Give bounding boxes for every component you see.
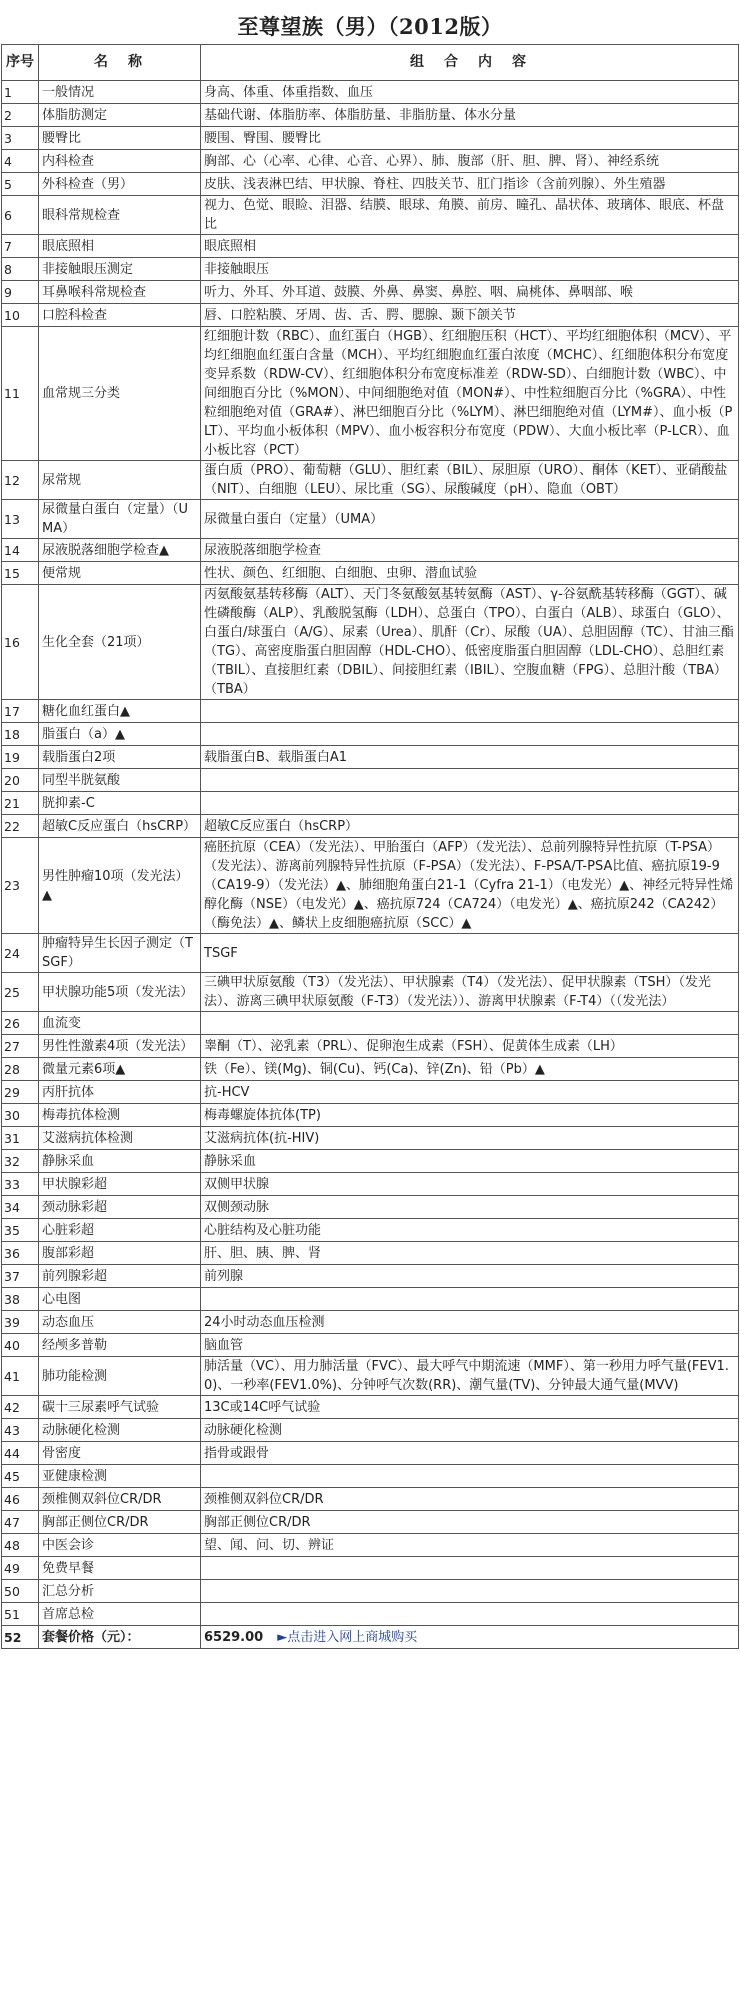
table-row xyxy=(2,1511,739,1534)
row-no: 16 xyxy=(2,585,39,700)
row-content xyxy=(201,723,739,746)
row-name: 尿常规 xyxy=(39,461,201,500)
row-name: 动脉硬化检测 xyxy=(39,1419,201,1442)
row-name: 艾滋病抗体检测 xyxy=(39,1127,201,1150)
row-no: 37 xyxy=(2,1265,39,1288)
table-row xyxy=(2,934,739,973)
row-content xyxy=(201,700,739,723)
row-name: 亚健康检测 xyxy=(39,1465,201,1488)
row-content xyxy=(201,1012,739,1035)
row-content: 脑血管 xyxy=(201,1334,739,1357)
row-no: 20 xyxy=(2,769,39,792)
row-content: 听力、外耳、外耳道、鼓膜、外鼻、鼻窦、鼻腔、咽、扁桃体、鼻咽部、喉 xyxy=(201,281,739,304)
row-no: 11 xyxy=(2,327,39,461)
table-row xyxy=(2,1242,739,1265)
table-row xyxy=(2,1396,739,1419)
row-no: 17 xyxy=(2,700,39,723)
table-row xyxy=(2,127,739,150)
row-content: 梅毒螺旋体抗体(TP) xyxy=(201,1104,739,1127)
row-no: 31 xyxy=(2,1127,39,1150)
row-no: 2 xyxy=(2,104,39,127)
row-name: 甲状腺彩超 xyxy=(39,1173,201,1196)
price-cell xyxy=(201,1626,739,1649)
table-row xyxy=(2,746,739,769)
row-content: 唇、口腔粘膜、牙周、齿、舌、腭、腮腺、颞下颌关节 xyxy=(201,304,739,327)
table-body xyxy=(2,81,739,1649)
table-row xyxy=(2,1058,739,1081)
price-value: 6529.00 xyxy=(204,1629,264,1645)
row-content: 载脂蛋白B、载脂蛋白A1 xyxy=(201,746,739,769)
row-content: 尿微量白蛋白（定量）（UMA） xyxy=(201,500,739,539)
row-no: 23 xyxy=(2,838,39,934)
row-no: 50 xyxy=(2,1580,39,1603)
row-name: 肿瘤特异生长因子测定（TSGF） xyxy=(39,934,201,973)
row-content: 肺活量（VC）、用力肺活量（FVC）、最大呼气中期流速（MMF）、第一秒用力呼气量(FEV1.0)、一秒率(FEV1.0%)、分钟呼气次数(RR)、潮气量(TV)、分钟最大通气量(MVV) xyxy=(201,1357,739,1396)
row-name: 血常规三分类 xyxy=(39,327,201,461)
table-row xyxy=(2,1311,739,1334)
row-content: 红细胞计数（RBC）、血红蛋白（HGB）、红细胞压积（HCT）、平均红细胞体积（MCV）、平均红细胞血红蛋白含量（MCH）、平均红细胞血红蛋白浓度（MCHC）、红细胞体积分布宽度变异系数（RDW-CV）、红细胞体积分布宽度标准差（RDW-SD）、白细胞计数（WBC）、中间细胞百分比（%MON）、中间细胞绝对值（MON#）、中性粒细胞百分比（%GRA）、中性粒细胞绝对值（GRA#）、淋巴细胞百分比（%LYM）、淋巴细胞绝对值（LYM#）、血小板（PLT）、平均血小板体积（MPV）、血小板容积分布宽度（PDW）、大血小板比率（P-LCR）、血小板比容（PCT） xyxy=(201,327,739,461)
row-no: 44 xyxy=(2,1442,39,1465)
row-content: 非接触眼压 xyxy=(201,258,739,281)
row-content: 丙氨酸氨基转移酶（ALT）、天门冬氨酸氨基转氨酶（AST）、γ-谷氨酰基转移酶（GGT）、碱性磷酸酶（ALP）、乳酸脱氢酶（LDH）、总蛋白（TPO）、白蛋白（ALB）、球蛋白（GLO）、白蛋白/球蛋白（A/G）、尿素（Urea）、肌酐（Cr）、尿酸（UA）、总胆固醇（TC）、甘油三酯（TG）、高密度脂蛋白胆固醇（HDL-CHO）、低密度脂蛋白胆固醇（LDL-CHO）、总胆红素（TBIL）、直接胆红素（DBIL）、间接胆红素（IBIL）、空腹血糖（FPG）、总胆汁酸（TBA）（TBA） xyxy=(201,585,739,700)
row-no: 34 xyxy=(2,1196,39,1219)
row-name: 腹部彩超 xyxy=(39,1242,201,1265)
row-name: 心脏彩超 xyxy=(39,1219,201,1242)
table-row xyxy=(2,81,739,104)
row-content xyxy=(201,1288,739,1311)
row-no: 42 xyxy=(2,1396,39,1419)
row-content: 腰围、臀围、腰臀比 xyxy=(201,127,739,150)
row-no: 7 xyxy=(2,235,39,258)
row-name: 颈动脉彩超 xyxy=(39,1196,201,1219)
row-no: 47 xyxy=(2,1511,39,1534)
row-name: 胸部正侧位CR/DR xyxy=(39,1511,201,1534)
package-table xyxy=(1,44,739,1649)
row-content: 尿液脱落细胞学检查 xyxy=(201,539,739,562)
table-row xyxy=(2,1265,739,1288)
table-row xyxy=(2,1150,739,1173)
table-row xyxy=(2,500,739,539)
table-row xyxy=(2,815,739,838)
row-name: 超敏C反应蛋白（hsCRP） xyxy=(39,815,201,838)
row-name: 骨密度 xyxy=(39,1442,201,1465)
row-no: 28 xyxy=(2,1058,39,1081)
table-row xyxy=(2,1465,739,1488)
table-row xyxy=(2,1534,739,1557)
row-content xyxy=(201,792,739,815)
table-row xyxy=(2,1081,739,1104)
row-name: 脂蛋白（a）▲ xyxy=(39,723,201,746)
row-content xyxy=(201,1580,739,1603)
row-no: 41 xyxy=(2,1357,39,1396)
row-name: 耳鼻喉科常规检查 xyxy=(39,281,201,304)
row-no: 43 xyxy=(2,1419,39,1442)
row-content: 三碘甲状原氨酸（T3）（发光法）、甲状腺素（T4）（发光法）、促甲状腺素（TSH）（发光法）、游离三碘甲状原氨酸（F-T3）（发光法））、游离甲状腺素（F-T4）（（发光法） xyxy=(201,973,739,1012)
row-name: 内科检查 xyxy=(39,150,201,173)
table-row xyxy=(2,1196,739,1219)
row-no: 6 xyxy=(2,196,39,235)
row-no: 32 xyxy=(2,1150,39,1173)
table-row xyxy=(2,1442,739,1465)
row-name: 同型半胱氨酸 xyxy=(39,769,201,792)
row-name: 尿微量白蛋白（定量）（UMA） xyxy=(39,500,201,539)
row-content: 望、闻、问、切、辨证 xyxy=(201,1534,739,1557)
header-name: 名 称 xyxy=(39,45,201,81)
row-content: 基础代谢、体脂肪率、体脂肪量、非脂肪量、体水分量 xyxy=(201,104,739,127)
row-name: 颈椎侧双斜位CR/DR xyxy=(39,1488,201,1511)
buy-online-link[interactable]: ►点击进入网上商城购买 xyxy=(277,1629,418,1645)
row-no: 52 xyxy=(2,1626,39,1649)
table-row xyxy=(2,585,739,700)
table-row xyxy=(2,196,739,235)
row-content: 指骨或跟骨 xyxy=(201,1442,739,1465)
row-no: 51 xyxy=(2,1603,39,1626)
row-no: 12 xyxy=(2,461,39,500)
row-no: 46 xyxy=(2,1488,39,1511)
row-name: 生化全套（21项） xyxy=(39,585,201,700)
row-no: 4 xyxy=(2,150,39,173)
row-no: 30 xyxy=(2,1104,39,1127)
row-content: 胸部、心（心率、心律、心音、心界）、肺、腹部（肝、胆、脾、肾）、神经系统 xyxy=(201,150,739,173)
row-no: 18 xyxy=(2,723,39,746)
row-content: 艾滋病抗体(抗-HIV) xyxy=(201,1127,739,1150)
table-row xyxy=(2,1557,739,1580)
table-row xyxy=(2,304,739,327)
row-no: 48 xyxy=(2,1534,39,1557)
table-row xyxy=(2,1580,739,1603)
row-no: 29 xyxy=(2,1081,39,1104)
table-row xyxy=(2,1488,739,1511)
row-no: 15 xyxy=(2,562,39,585)
table-row xyxy=(2,1603,739,1626)
row-content xyxy=(201,769,739,792)
table-row xyxy=(2,461,739,500)
row-content: 铁（Fe）、镁(Mg)、铜(Cu)、钙(Ca)、锌(Zn)、铅（Pb）▲ xyxy=(201,1058,739,1081)
row-content: 眼底照相 xyxy=(201,235,739,258)
row-content: 超敏C反应蛋白（hsCRP） xyxy=(201,815,739,838)
row-content: 视力、色觉、眼睑、泪器、结膜、眼球、角膜、前房、瞳孔、晶状体、玻璃体、眼底、杯盘比 xyxy=(201,196,739,235)
row-content: 睾酮（T）、泌乳素（PRL）、促卵泡生成素（FSH）、促黄体生成素（LH） xyxy=(201,1035,739,1058)
table-row xyxy=(2,1288,739,1311)
row-name: 胱抑素-C xyxy=(39,792,201,815)
table-row xyxy=(2,838,739,934)
row-name: 非接触眼压测定 xyxy=(39,258,201,281)
price-label: 套餐价格（元）： xyxy=(39,1626,201,1649)
table-row xyxy=(2,723,739,746)
row-content: TSGF xyxy=(201,934,739,973)
row-content: 肝、胆、胰、脾、肾 xyxy=(201,1242,739,1265)
table-row xyxy=(2,173,739,196)
row-content: 身高、体重、体重指数、血压 xyxy=(201,81,739,104)
row-name: 体脂肪测定 xyxy=(39,104,201,127)
row-no: 3 xyxy=(2,127,39,150)
table-row xyxy=(2,1219,739,1242)
row-no: 13 xyxy=(2,500,39,539)
page-title: 至尊望族（男）（2012版） xyxy=(237,14,503,39)
row-content: 抗-HCV xyxy=(201,1081,739,1104)
row-content: 颈椎侧双斜位CR/DR xyxy=(201,1488,739,1511)
row-name: 男性肿瘤10项（发光法）▲ xyxy=(39,838,201,934)
row-name: 动态血压 xyxy=(39,1311,201,1334)
row-content xyxy=(201,1603,739,1626)
table-row xyxy=(2,562,739,585)
row-content: 静脉采血 xyxy=(201,1150,739,1173)
row-no: 19 xyxy=(2,746,39,769)
row-no: 39 xyxy=(2,1311,39,1334)
row-name: 碳十三尿素呼气试验 xyxy=(39,1396,201,1419)
row-no: 25 xyxy=(2,973,39,1012)
table-row xyxy=(2,1012,739,1035)
row-content: 皮肤、浅表淋巴结、甲状腺、脊柱、四肢关节、肛门指诊（含前列腺）、外生殖器 xyxy=(201,173,739,196)
row-no: 9 xyxy=(2,281,39,304)
table-row xyxy=(2,973,739,1012)
row-no: 36 xyxy=(2,1242,39,1265)
row-name: 眼科常规检查 xyxy=(39,196,201,235)
row-name: 一般情况 xyxy=(39,81,201,104)
row-no: 22 xyxy=(2,815,39,838)
row-name: 腰臀比 xyxy=(39,127,201,150)
row-no: 35 xyxy=(2,1219,39,1242)
row-no: 1 xyxy=(2,81,39,104)
row-name: 肺功能检测 xyxy=(39,1357,201,1396)
row-no: 27 xyxy=(2,1035,39,1058)
row-name: 心电图 xyxy=(39,1288,201,1311)
table-row xyxy=(2,539,739,562)
row-name: 梅毒抗体检测 xyxy=(39,1104,201,1127)
row-name: 中医会诊 xyxy=(39,1534,201,1557)
table-row xyxy=(2,281,739,304)
price-row xyxy=(2,1626,739,1649)
row-name: 糖化血红蛋白▲ xyxy=(39,700,201,723)
row-content: 蛋白质（PRO）、葡萄糖（GLU）、胆红素（BIL）、尿胆原（URO）、酮体（KET）、亚硝酸盐（NIT）、白细胞（LEU）、尿比重（SG）、尿酸碱度（pH）、隐血（OBT） xyxy=(201,461,739,500)
row-no: 10 xyxy=(2,304,39,327)
row-no: 33 xyxy=(2,1173,39,1196)
row-name: 便常规 xyxy=(39,562,201,585)
table-row xyxy=(2,258,739,281)
row-name: 经颅多普勒 xyxy=(39,1334,201,1357)
row-name: 静脉采血 xyxy=(39,1150,201,1173)
row-content: 13C或14C呼气试验 xyxy=(201,1396,739,1419)
row-content: 癌胚抗原（CEA）（发光法）、甲胎蛋白（AFP）（发光法）、总前列腺特异性抗原（T-PSA）（发光法）、游离前列腺特异性抗原（F-PSA）（发光法）、F-PSA/T-PSA比值、癌抗原19-9（CA19-9）（发光法）▲、肺细胞角蛋白21-1（Cyfra 21-1）（电发光）▲、神经元特异性烯醇化酶（NSE）（电发光）▲、癌抗原724（CA724）（电发光）▲、癌抗原242（CA242）（酶免法）▲、鳞状上皮细胞癌抗原（SCC）▲ xyxy=(201,838,739,934)
table-row xyxy=(2,327,739,461)
row-no: 5 xyxy=(2,173,39,196)
table-header-row xyxy=(2,45,739,81)
row-name: 甲状腺功能5项（发光法） xyxy=(39,973,201,1012)
row-name: 丙肝抗体 xyxy=(39,1081,201,1104)
row-name: 外科检查（男） xyxy=(39,173,201,196)
row-no: 38 xyxy=(2,1288,39,1311)
row-name: 眼底照相 xyxy=(39,235,201,258)
row-no: 45 xyxy=(2,1465,39,1488)
table-row xyxy=(2,1173,739,1196)
row-no: 40 xyxy=(2,1334,39,1357)
row-name: 尿液脱落细胞学检查▲ xyxy=(39,539,201,562)
row-content: 性状、颜色、红细胞、白细胞、虫卵、潜血试验 xyxy=(201,562,739,585)
table-row xyxy=(2,792,739,815)
row-no: 21 xyxy=(2,792,39,815)
row-name: 口腔科检查 xyxy=(39,304,201,327)
row-name: 前列腺彩超 xyxy=(39,1265,201,1288)
table-row xyxy=(2,769,739,792)
row-content: 动脉硬化检测 xyxy=(201,1419,739,1442)
row-name: 免费早餐 xyxy=(39,1557,201,1580)
table-row xyxy=(2,1357,739,1396)
table-row xyxy=(2,1035,739,1058)
row-name: 微量元素6项▲ xyxy=(39,1058,201,1081)
row-name: 汇总分析 xyxy=(39,1580,201,1603)
row-no: 14 xyxy=(2,539,39,562)
table-row xyxy=(2,1127,739,1150)
row-content xyxy=(201,1557,739,1580)
row-no: 8 xyxy=(2,258,39,281)
row-content xyxy=(201,1465,739,1488)
table-row xyxy=(2,235,739,258)
table-row xyxy=(2,1334,739,1357)
row-no: 26 xyxy=(2,1012,39,1035)
row-content: 双侧颈动脉 xyxy=(201,1196,739,1219)
row-content: 24小时动态血压检测 xyxy=(201,1311,739,1334)
header-no: 序号 xyxy=(2,45,39,81)
row-content: 双侧甲状腺 xyxy=(201,1173,739,1196)
row-content: 心脏结构及心脏功能 xyxy=(201,1219,739,1242)
row-name: 男性性激素4项（发光法） xyxy=(39,1035,201,1058)
table-row xyxy=(2,700,739,723)
row-content: 前列腺 xyxy=(201,1265,739,1288)
row-no: 49 xyxy=(2,1557,39,1580)
table-row xyxy=(2,1419,739,1442)
row-no: 24 xyxy=(2,934,39,973)
row-name: 首席总检 xyxy=(39,1603,201,1626)
header-content: 组 合 内 容 xyxy=(201,45,739,81)
row-content: 胸部正侧位CR/DR xyxy=(201,1511,739,1534)
table-row xyxy=(2,150,739,173)
row-name: 载脂蛋白2项 xyxy=(39,746,201,769)
row-name: 血流变 xyxy=(39,1012,201,1035)
table-row xyxy=(2,1104,739,1127)
table-row xyxy=(2,104,739,127)
